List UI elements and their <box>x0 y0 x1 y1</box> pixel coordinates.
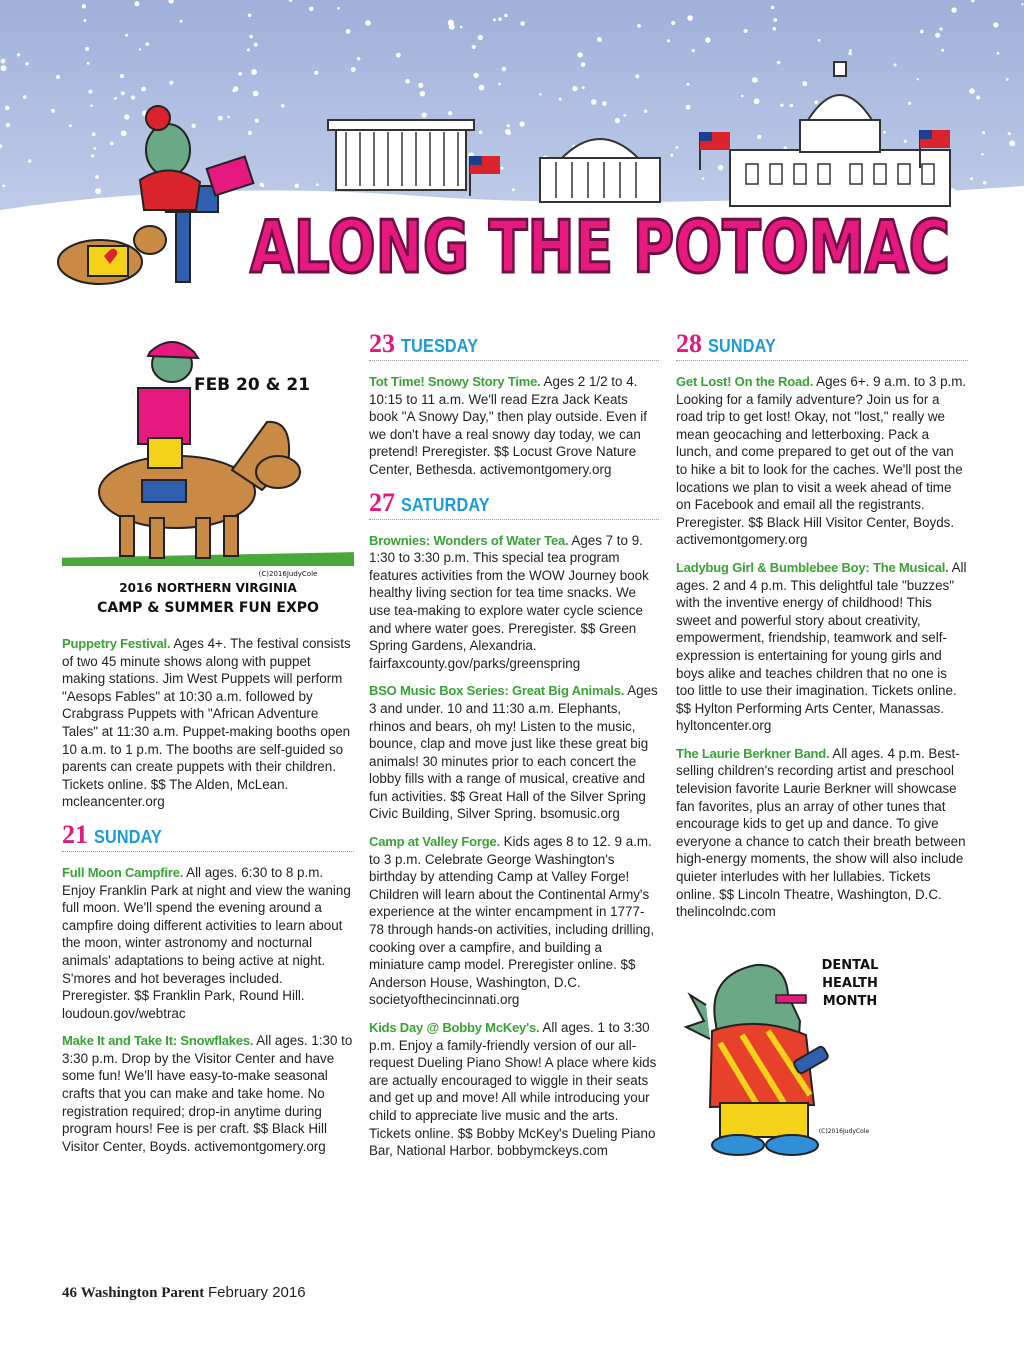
snowflake <box>520 21 525 26</box>
expo-line1: 2016 NORTHERN VIRGINIA <box>119 581 297 595</box>
event-body: All ages. 2 and 4 p.m. This delightful tale "buzzes" with the inventive energy of childhood! This sweet and powerful story about creativity, empowerment, friendship, teamwork and self-expression is entertaining for young girls and boys alike and teaches children that no one is too little to use their imagination. Tickets online. $$ Hylton Performing Arts Center, Manassas. hyltoncenter.org <box>676 559 967 734</box>
snowflake <box>295 184 299 188</box>
snowflake <box>790 104 794 108</box>
snowflake <box>1008 132 1011 135</box>
snowflake <box>352 291 357 296</box>
snowflake <box>479 85 485 91</box>
snowflake <box>422 112 427 117</box>
event-title: The Laurie Berkner Band. <box>676 745 830 761</box>
dental-credit: (C)2016JudyCole <box>818 1127 870 1135</box>
snowflake <box>520 122 525 127</box>
snowflake <box>25 62 28 65</box>
event-item <box>62 635 354 811</box>
dental-line3: MONTH <box>822 993 878 1009</box>
snowflake <box>249 35 253 39</box>
snowflake <box>539 93 541 95</box>
snowflake <box>88 90 92 94</box>
snowflake <box>849 49 852 52</box>
snowflake <box>1 59 6 64</box>
dental-line2: HEALTH <box>822 975 878 991</box>
snowflake <box>125 34 128 37</box>
snowflake <box>814 100 818 104</box>
day-name: SUNDAY <box>708 336 777 356</box>
snowflake <box>935 33 940 38</box>
snowflake <box>969 88 975 94</box>
snowflake <box>251 69 257 75</box>
snowflake <box>920 30 924 34</box>
snowflake <box>687 83 690 86</box>
expo-line2: CAMP & SUMMER FUN EXPO <box>97 600 319 616</box>
snowflake <box>941 49 944 52</box>
snowflake <box>7 225 11 229</box>
snowflake <box>2 291 7 296</box>
event-title: BSO Music Box Series: Great Big Animals. <box>369 683 625 699</box>
snowflake <box>940 27 943 30</box>
snowflake <box>572 86 577 91</box>
snowflake <box>227 116 230 119</box>
expo-date: FEB 20 & 21 <box>193 375 311 395</box>
snowflake <box>498 17 502 21</box>
snowflake <box>894 64 897 67</box>
snowflake <box>507 124 510 127</box>
snowflake <box>309 7 314 12</box>
snowflake <box>752 77 758 83</box>
snowflake <box>675 146 678 149</box>
snowflake <box>281 104 285 108</box>
day-heading <box>676 330 968 361</box>
snowflake <box>2 185 5 188</box>
event-title: Ladybug Girl & Bumblebee Boy: The Musical. <box>676 559 949 575</box>
snowflake <box>396 53 401 58</box>
dinosaur-toothbrush-drawing <box>676 935 916 1165</box>
snowflake <box>247 48 250 51</box>
snowflake <box>718 165 723 170</box>
event-body: Kids ages 8 to 12. 9 a.m. to 3 p.m. Celebrate George Washington's birthday by attending Camp at Valley Forge! Children will learn about the Continental Army's experience at the winter encampment in 1777-78 through hands-on activities, including drilling, cooking over a campfire, and building a miniature camp model. Preregister online. $$ Anderson House, Washington, D.C. societyofthecincinnati.org <box>369 834 655 1008</box>
snowflake <box>771 6 775 10</box>
snowflake <box>87 62 90 65</box>
snowflake <box>254 43 258 47</box>
snowflake <box>644 110 647 113</box>
snowflake <box>69 124 72 127</box>
snowflake <box>56 75 60 79</box>
snowflake <box>501 167 504 170</box>
event-body: All ages. 1:30 to 3:30 p.m. Drop by the Visitor Center and have some fun! We'll have easy-to-make seasonal crafts that you can make and take home. No registration required; drop-in anytime during program hours! Fee is per craft. $$ Black Hill Visitor Center, Boyds. activemontgomery.org <box>62 1033 353 1154</box>
snowflake <box>361 195 365 199</box>
snowflake <box>248 14 252 18</box>
snowflake <box>582 86 585 89</box>
day-heading <box>62 821 354 852</box>
snowflake <box>169 81 173 85</box>
snowflake <box>218 116 223 121</box>
snowflake <box>238 72 242 76</box>
event-item <box>676 745 968 921</box>
snowflake <box>474 73 479 78</box>
snowflake <box>602 101 607 106</box>
snowflake <box>146 42 150 46</box>
snowflake <box>982 131 985 134</box>
banner-title <box>250 205 950 289</box>
snowflake <box>512 188 515 191</box>
snowflake <box>48 279 54 285</box>
banner-title-text: ALONG THE POTOMAC <box>250 205 950 289</box>
snowflake <box>981 153 984 156</box>
snowflake <box>92 132 96 136</box>
snowflake <box>667 39 670 42</box>
day-name: SUNDAY <box>94 826 163 847</box>
snowflake <box>14 236 16 238</box>
event-title: Kids Day @ Bobby McKey's. <box>369 1020 540 1035</box>
event-item <box>62 864 354 1022</box>
column-2 <box>369 330 659 1170</box>
snowflake <box>316 183 319 186</box>
snowflake <box>94 147 97 150</box>
snowflake <box>128 216 133 221</box>
column-3 <box>676 330 968 1169</box>
snowflake <box>951 7 956 12</box>
dental-health-illustration <box>676 935 968 1170</box>
snowflake <box>1011 188 1016 193</box>
snowflake <box>351 67 356 72</box>
snowflake <box>261 184 264 187</box>
snowflake <box>139 48 141 50</box>
header-banner <box>0 0 1024 320</box>
snowflake <box>623 114 626 117</box>
snowflake <box>908 102 911 105</box>
snowflake <box>754 98 760 104</box>
snowflake <box>253 91 259 97</box>
event-title: Tot Time! Snowy Story Time. <box>369 374 541 389</box>
snowflake <box>1 65 7 71</box>
snowflake <box>671 21 675 25</box>
snowflake <box>17 53 20 56</box>
event-body: Ages 7 to 9. 1:30 to 3:30 p.m. This special tea program features activities from the WOW Journey book healthy living section for tea time snacks. We use tea-making to explore water cycle science and where water goes. Preregister. $$ Green Spring Gardens, Alexandria. fairfaxcounty.gov/parks/greenspring <box>369 532 649 671</box>
event-item <box>676 559 968 735</box>
snowflake <box>418 83 423 88</box>
snowflake <box>883 131 886 134</box>
event-item <box>369 532 659 673</box>
snowflake <box>314 71 318 75</box>
snowflake <box>96 218 99 221</box>
snowflake <box>5 106 10 111</box>
expo-credit: (C)2016JudyCole <box>258 570 318 578</box>
snowflake <box>180 20 183 23</box>
snowflake <box>986 237 992 243</box>
snowflake <box>504 14 507 17</box>
dental-line1: DENTAL <box>821 957 879 973</box>
snowflake <box>51 109 55 113</box>
snowflake <box>997 52 1000 55</box>
snowflake <box>478 35 483 40</box>
snowflake <box>686 105 691 110</box>
snowflake <box>802 81 807 86</box>
snowflake <box>773 18 777 22</box>
day-number: 27 <box>369 487 395 517</box>
snowflake <box>121 130 127 136</box>
day-number: 23 <box>369 329 395 358</box>
snowflake <box>976 96 980 100</box>
snowflake <box>848 52 852 56</box>
snowflake <box>757 135 761 139</box>
page-number: 46 <box>62 1285 77 1301</box>
snowflake <box>1021 3 1023 5</box>
snowflake <box>904 140 907 143</box>
snowflake <box>741 95 744 98</box>
snowflake <box>83 19 86 22</box>
snowflake <box>597 37 602 42</box>
snowflake <box>805 296 808 299</box>
snowflake <box>244 214 249 219</box>
event-title: Camp at Valley Forge. <box>369 834 500 850</box>
event-item <box>369 373 659 479</box>
snowflake <box>357 57 361 61</box>
snowflake <box>1006 78 1009 81</box>
snowflake <box>239 200 242 203</box>
event-title: Get Lost! On the Road. <box>676 374 814 389</box>
event-title: Full Moon Campfire. <box>62 864 184 880</box>
snowflake <box>6 123 10 127</box>
snowflake <box>507 131 511 135</box>
snowflake <box>498 83 501 86</box>
snowflake <box>990 266 993 269</box>
snowflake <box>448 20 454 26</box>
snowflake <box>777 61 781 65</box>
snowflake <box>983 181 987 185</box>
event-body: Ages 3 and under. 10 and 11:30 a.m. Elephants, rhinos and bears, oh my! Listen to the music, bounce, clap and move just like these great big animals! 30 minutes prior to each concert the lobby fills with a range of musical, creative and fun activities. $$ Great Hall of the Silver Spring Civic Building, Silver Spring. bsomusic.org <box>369 683 658 822</box>
snowflake <box>134 1 139 6</box>
snowflake <box>23 95 27 99</box>
issue-date: February 2016 <box>208 1284 306 1301</box>
event-item <box>369 1019 659 1160</box>
day-name: SATURDAY <box>401 494 490 515</box>
snowflake <box>91 154 94 157</box>
snowflake <box>337 7 340 10</box>
snowflake <box>615 118 620 123</box>
snowflake <box>1009 140 1015 146</box>
snowflake <box>581 62 586 67</box>
column-1 <box>62 330 354 1165</box>
snowflake <box>192 124 196 128</box>
day-name: TUESDAY <box>401 336 479 356</box>
snowflake <box>124 114 129 119</box>
snowflake <box>993 22 998 27</box>
snowflake <box>773 27 777 31</box>
snowflake <box>818 39 821 42</box>
snowflake <box>1016 252 1021 257</box>
snowflake <box>502 67 507 72</box>
snowflake <box>95 175 99 179</box>
banner-illustration <box>0 0 1024 320</box>
snowflake <box>90 105 93 108</box>
snowflake <box>161 274 166 279</box>
event-item <box>676 373 968 549</box>
event-body: All ages. 1 to 3:30 p.m. Enjoy a family-friendly version of our all-request Dueling Piano Show! A place where kids are actually encouraged to wiggle in their seats and get up and move! All while introducing your child to appreciate live music and the arts. Tickets online. $$ Bobby McKey's Dueling Piano Bar, National Harbor. bobbymckeys.com <box>369 1020 657 1159</box>
snowflake <box>780 104 783 107</box>
snowflake <box>248 131 252 135</box>
event-item <box>62 1032 354 1155</box>
camp-expo-illustration <box>62 330 354 635</box>
snowflake <box>255 119 259 123</box>
snowflake <box>85 47 89 51</box>
snowflake <box>635 74 639 78</box>
day-number: 28 <box>676 329 702 358</box>
snowflake <box>721 293 723 295</box>
snowflake <box>365 20 371 26</box>
publication-name: Washington Parent <box>80 1285 205 1301</box>
event-body: All ages. 4 p.m. Best-selling children's recording artist and preschool television favorite Laurie Berkner will showcase fan favorites, plus an array of other tunes that encourage kids to get up and dance. To give everyone a chance to catch their breath between high-energy moments, the show will also include quieter interludes with her lullabies. Tickets online. $$ Lincoln Theatre, Washington, D.C. thelincolndc.com <box>676 745 966 920</box>
snowflake <box>479 130 483 134</box>
horse-rider-drawing <box>62 330 354 630</box>
snowflake <box>687 15 693 21</box>
snowflake <box>232 89 236 93</box>
day-number: 21 <box>62 819 88 849</box>
snowflake <box>110 142 114 146</box>
snowflake <box>420 91 425 96</box>
snowflake <box>95 188 101 194</box>
snowflake <box>591 99 597 105</box>
snowflake <box>237 220 240 223</box>
snowflake <box>989 275 994 280</box>
snowflake <box>241 222 244 225</box>
snowflake <box>705 37 710 42</box>
snowflake <box>120 74 124 78</box>
event-title: Make It and Take It: Snowflakes. <box>62 1033 254 1049</box>
event-body: All ages. 6:30 to 8 p.m. Enjoy Franklin Park at night and view the waning full moon. We'll spend the evening around a campfire doing different activities to learn about the moon, winter astronomy and nocturnal animals' adaptations to being active at night. S'mores and hot beverages included. Preregister. $$ Franklin Park, Round Hill. loudoun.gov/webtrac <box>62 864 351 1021</box>
snowflake <box>346 29 351 34</box>
snowflake <box>141 87 146 92</box>
snowflake <box>967 239 971 243</box>
snowflake <box>917 78 919 80</box>
day-heading <box>369 489 659 520</box>
event-title: Puppetry Festival. <box>62 636 171 651</box>
snowflake <box>970 177 973 180</box>
snowflake <box>472 45 476 49</box>
snowflake <box>493 19 496 22</box>
event-body: Ages 2 1/2 to 4. 10:15 to 11 a.m. We'll read Ezra Jack Keats book "A Snowy Day," then play outside. Even if we don't have a real snowy day today, we can pretend! Preregister. $$ Locust Grove Nature Center, Bethesda. activemontgomery.org <box>369 374 647 477</box>
snowflake <box>577 52 582 57</box>
snowflake <box>82 4 86 8</box>
snowflake <box>637 24 641 28</box>
snowflake <box>121 91 125 95</box>
snowflake <box>1013 196 1016 199</box>
event-item <box>369 833 659 1009</box>
day-heading <box>369 330 659 361</box>
snowflake <box>702 177 705 180</box>
snowflake <box>131 96 135 100</box>
snowflake <box>405 79 410 84</box>
event-body: Ages 4+. The festival consists of two 45 minute shows along with puppet making stations. Jim West Puppets will perform "Aesops Fables" at 10:30 a.m. followed by Crabgrass Puppets with "African Adventure Tales" at 11:30 a.m. Puppet-making booths open 10 a.m. to 1 p.m. The booths are self-guided so parents can create puppets with their children. Tickets online. $$ The Alden, McLean. mcleancenter.org <box>62 636 351 810</box>
snowflake <box>28 159 31 162</box>
snowflake <box>692 49 695 52</box>
snowflake <box>448 111 452 115</box>
snowflake <box>460 26 463 29</box>
event-body: Ages 6+. 9 a.m. to 3 p.m. Looking for a family adventure? Join us for a road trip to get lost! Okay, not "lost," really we mean geocaching and letterboxing. Pack a lunch, and come prepared to get out of the van to hike a bit to look for the caches. We'll post the locations we plan to visit a week ahead of time on Facebook and email all the registrants. Preregister. $$ Black Hill Visitor Center, Boyds. activemontgomery.org <box>676 374 967 548</box>
snowflake <box>99 218 102 221</box>
snowflake <box>744 29 748 33</box>
snowflake <box>670 154 673 157</box>
event-title: Brownies: Wonders of Water Tea. <box>369 532 569 548</box>
page-footer <box>62 1284 306 1302</box>
snowflake <box>114 97 117 100</box>
snowflake <box>559 98 562 101</box>
snowflake <box>99 231 105 237</box>
event-item <box>369 682 659 823</box>
